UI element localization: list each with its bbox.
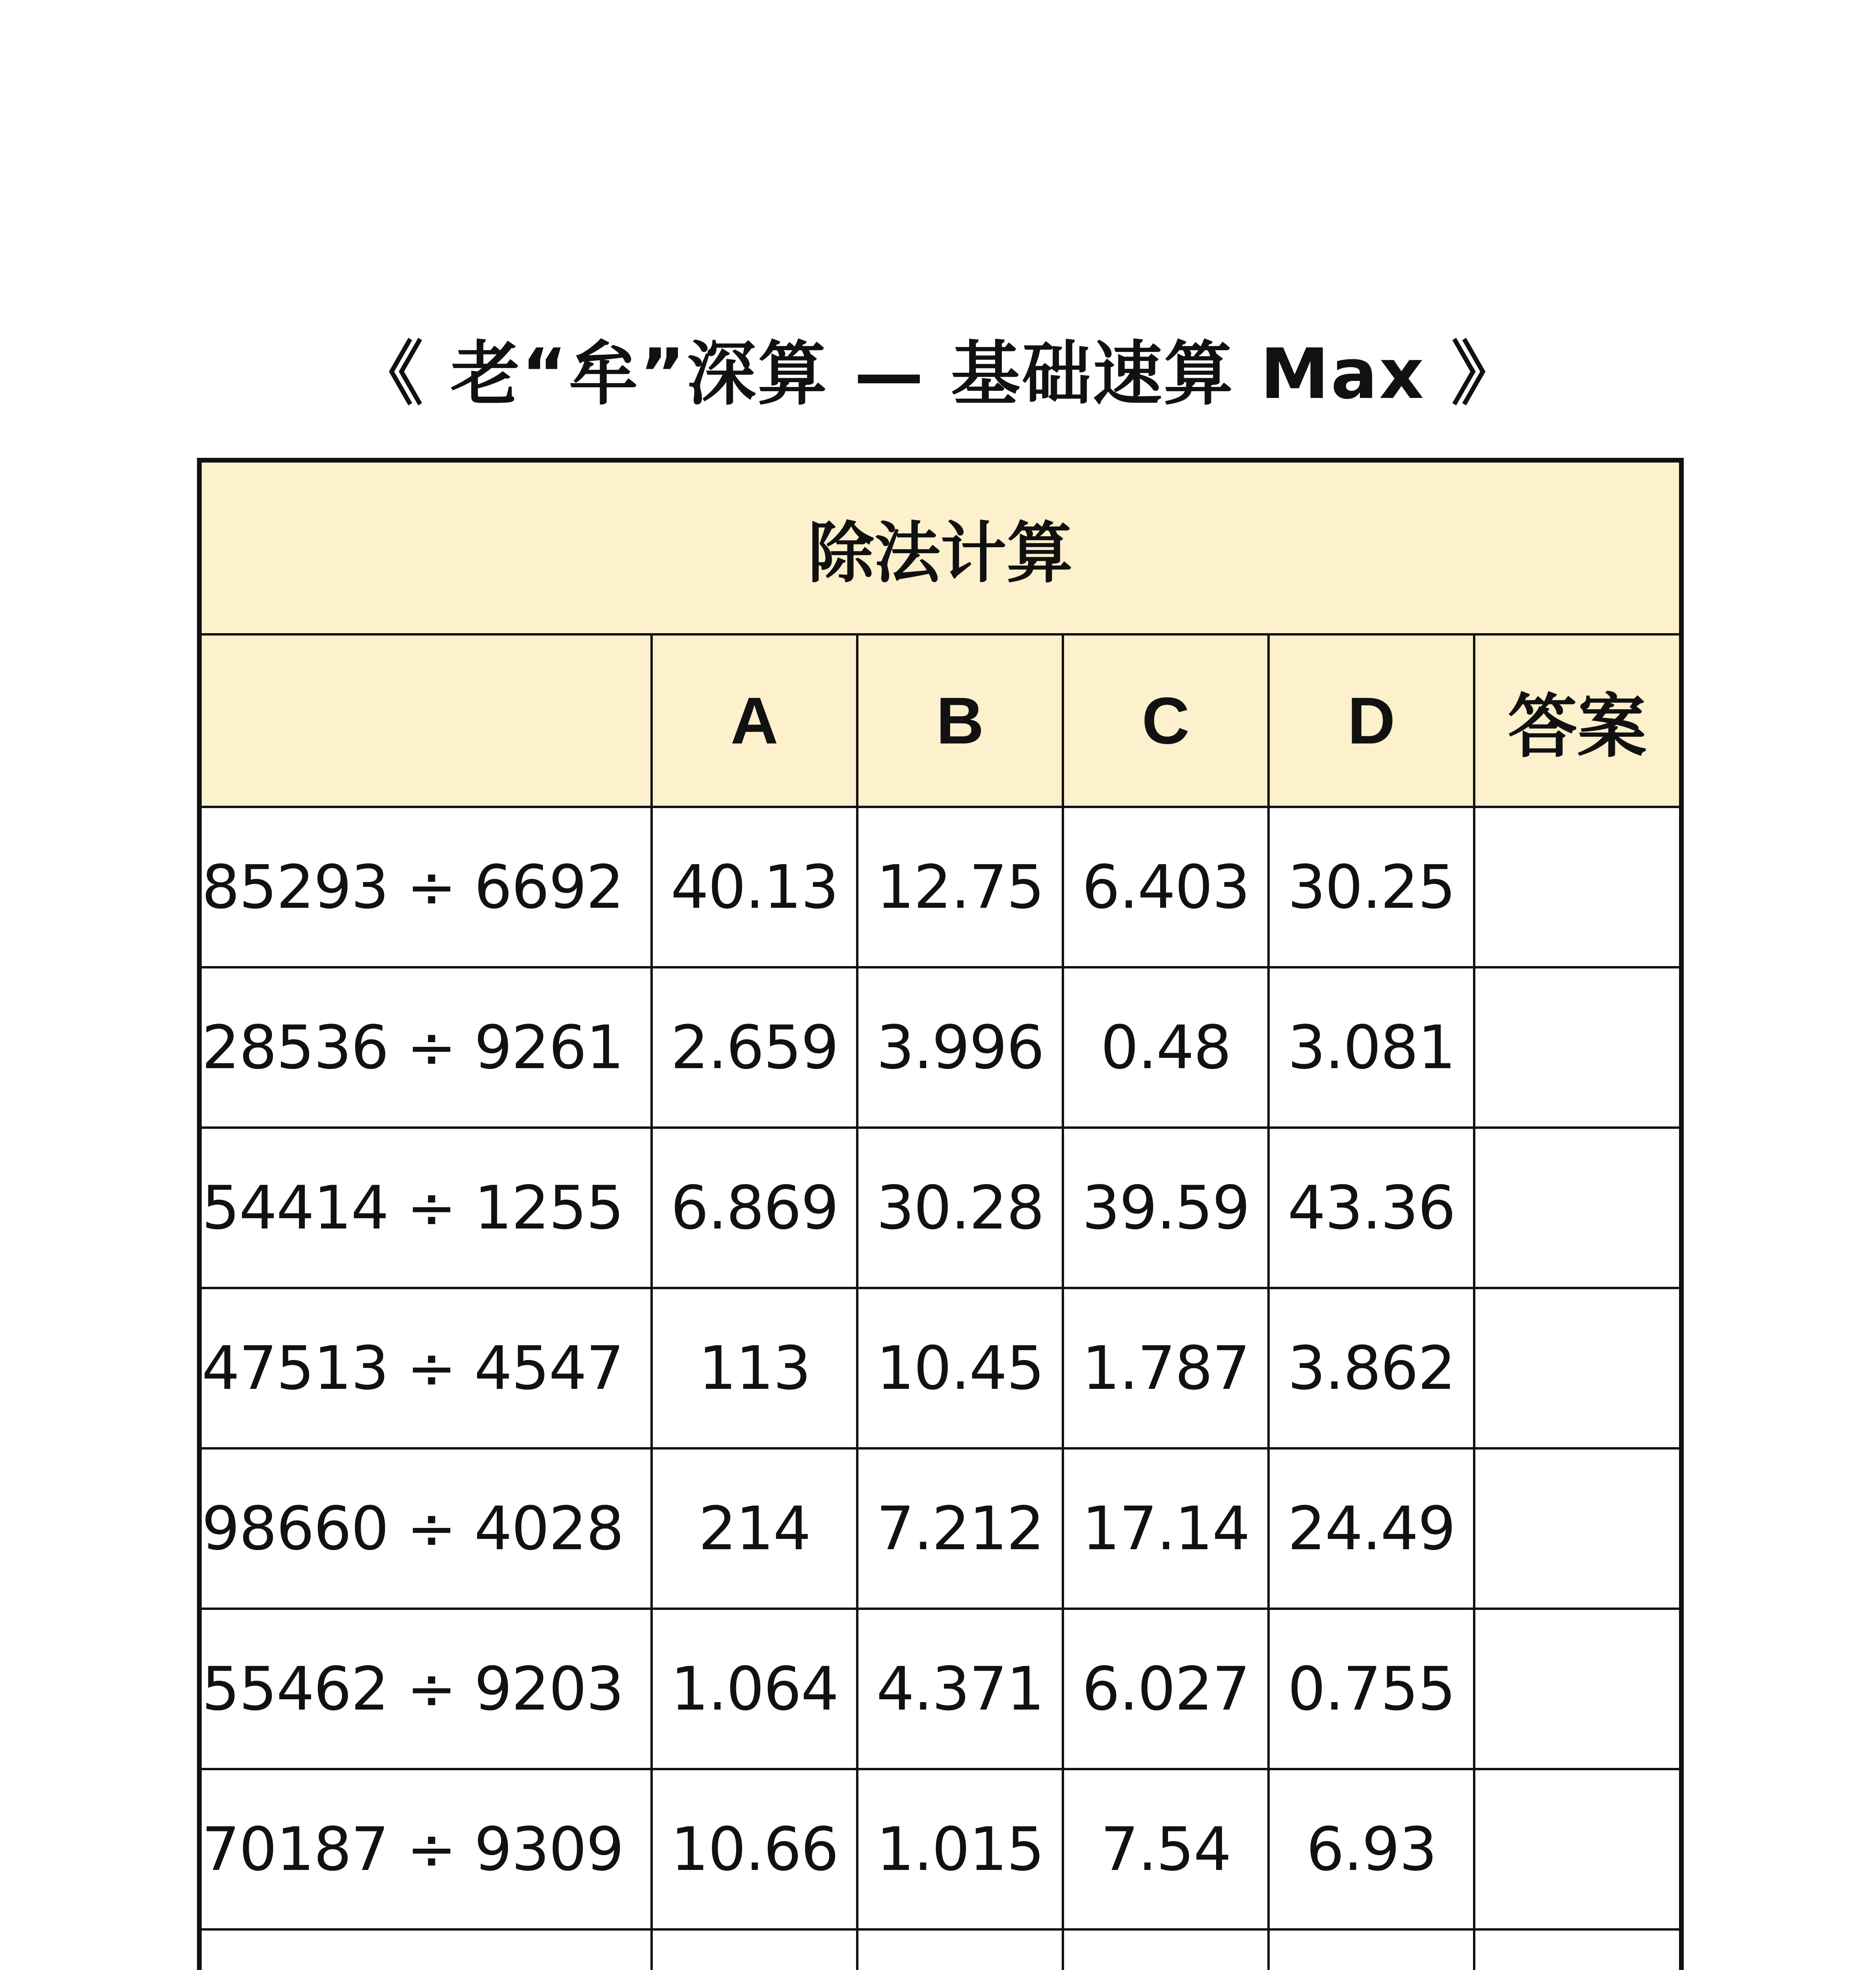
header-option-c: C [1063,634,1269,807]
question-row [199,1769,1681,1929]
answer-input-cell[interactable] [1474,967,1681,1128]
question-row [199,1448,1681,1609]
option-a-value: 6.869 [652,1128,857,1288]
header-option-a: A [652,634,857,807]
answer-input-cell[interactable] [1474,1929,1681,1970]
section-caption: 除法计算 [199,460,1681,634]
option-b-value: 12.75 [857,807,1063,967]
division-expression: 85293 ÷ 6692 [199,807,652,967]
option-c-value: 0.48 [1063,967,1269,1128]
option-b-value: 4.371 [857,1609,1063,1769]
option-d-value: 43.36 [1269,1128,1474,1288]
caption-row [199,460,1681,634]
question-row [199,1609,1681,1769]
option-c-value: 17.14 [1063,1448,1269,1609]
question-row [199,1128,1681,1288]
worksheet-title: 《 老“牟”深算 — 基础速算 Max 》 [354,334,1522,414]
answer-input-cell[interactable] [1474,1128,1681,1288]
option-c-value: 6.403 [1063,807,1269,967]
option-a-value [652,1929,857,1970]
option-c-value: 1.787 [1063,1288,1269,1448]
header-row [199,634,1681,807]
option-c-value [1063,1929,1269,1970]
question-row [199,1929,1681,1970]
question-row [199,967,1681,1128]
option-b-value [857,1929,1063,1970]
header-option-d: D [1269,634,1474,807]
option-b-value: 1.015 [857,1769,1063,1929]
option-d-value: 6.93 [1269,1769,1474,1929]
division-expression: 98660 ÷ 4028 [199,1448,652,1609]
question-row [199,1288,1681,1448]
option-d-value: 0.755 [1269,1609,1474,1769]
division-expression: 54414 ÷ 1255 [199,1128,652,1288]
option-b-value: 10.45 [857,1288,1063,1448]
option-d-value: 30.25 [1269,807,1474,967]
division-expression [199,1929,652,1970]
option-a-value: 113 [652,1288,857,1448]
option-a-value: 10.66 [652,1769,857,1929]
worksheet-body [199,460,1681,1970]
option-d-value: 3.081 [1269,967,1474,1128]
option-b-value: 3.996 [857,967,1063,1128]
division-expression: 28536 ÷ 9261 [199,967,652,1128]
division-expression: 70187 ÷ 9309 [199,1769,652,1929]
option-d-value [1269,1929,1474,1970]
option-c-value: 39.59 [1063,1128,1269,1288]
option-b-value: 7.212 [857,1448,1063,1609]
option-c-value: 7.54 [1063,1769,1269,1929]
option-d-value: 3.862 [1269,1288,1474,1448]
division-expression: 47513 ÷ 4547 [199,1288,652,1448]
option-a-value: 40.13 [652,807,857,967]
answer-input-cell[interactable] [1474,1609,1681,1769]
question-row [199,807,1681,967]
option-a-value: 2.659 [652,967,857,1128]
answer-input-cell[interactable] [1474,1448,1681,1609]
answer-input-cell[interactable] [1474,1288,1681,1448]
division-worksheet-table [197,458,1684,1970]
header-blank-cell [199,634,652,807]
option-c-value: 6.027 [1063,1609,1269,1769]
header-option-b: B [857,634,1063,807]
header-answer: 答案 [1474,634,1681,807]
division-expression: 55462 ÷ 9203 [199,1609,652,1769]
answer-input-cell[interactable] [1474,807,1681,967]
option-b-value: 30.28 [857,1128,1063,1288]
option-a-value: 1.064 [652,1609,857,1769]
option-a-value: 214 [652,1448,857,1609]
option-d-value: 24.49 [1269,1448,1474,1609]
answer-input-cell[interactable] [1474,1769,1681,1929]
